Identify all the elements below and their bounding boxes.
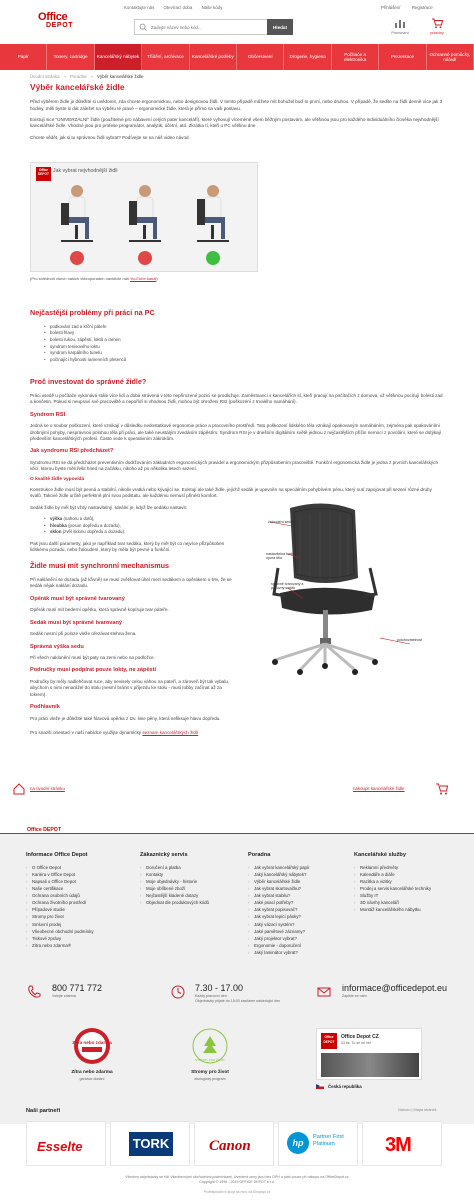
footer-link[interactable]: › Moje oblíbené zboží (140, 885, 244, 892)
footer-link[interactable]: › Výběr kancelářské židle (248, 878, 352, 885)
nav-office-furniture[interactable]: Kancelářský nábytek (95, 44, 142, 70)
nav-toners[interactable]: Tonery, cartridge (47, 44, 94, 70)
footer-link[interactable]: › 3D návrhy kanceláří (354, 899, 464, 906)
chair-label-lumbar: nastavitelná bederní opora těla (266, 552, 299, 561)
nav-paper[interactable]: Papír (0, 44, 47, 70)
person-on-chair-image (183, 181, 243, 251)
footer-link[interactable]: › Kalendáře a diáře (354, 871, 464, 878)
office-chair-diagram (230, 498, 420, 688)
mail-icon (316, 984, 332, 1000)
breadcrumb: Úvodní stránka » Poradna » Výběr kancelářské židle (30, 74, 144, 79)
cart-icon (435, 782, 449, 796)
footer-link[interactable]: › Jak vybrat stabilu? (248, 892, 352, 899)
paragraph: Područky by měly nadlehčovat ruce, aby nevisely celou váhou na pateří, a zároveň být tak vybalu, abychom s nimi nenarážel do stolu (nesmí bránit v příjezdu ke stolu - musí lobby začínat až za lokrem). (30, 678, 230, 697)
footer-link[interactable]: › Ergonomie - doporučení (248, 942, 352, 949)
top-link-hours[interactable]: Otevírací doba (163, 5, 193, 10)
tomorrow-or-free-stamp (72, 1026, 112, 1066)
footer-link[interactable]: › Stromy pro život (26, 913, 130, 920)
footer-link[interactable]: › Všeobecné obchodní podmínky (26, 928, 130, 935)
back-to-home-link[interactable]: na úvodní stránku (30, 786, 65, 791)
contact-phone[interactable]: 800 771 772 Volejte zdarma (26, 982, 102, 999)
footer-link[interactable]: › Jaký laminátor vybrat? (248, 949, 352, 956)
subsection-heading: Jak syndromu RSI předcházet? (30, 448, 114, 455)
search-box (134, 19, 293, 35)
list-item: • podkování zad a krční páteře (44, 324, 444, 331)
section-heading: Židle musí mít synchronní mechanismus (30, 561, 169, 571)
paragraph: Jedná se o soubor poškození, které vznikají v důsledku nedostatkové ergonomie práce a pracovního prostředí. Tato poškození lidského těla vznikají opakovaným namáháním, zejména pak opakováními drobnými pohyby, nesprávnou polohou těla při práci, ale také neustálým zvedáním zápěstím. Syndrom RSI je v dnešním digitálním světě jednou z nejčastějších příčin nemocí z povolání, které se dotýkají především kancelářských profesí. Často vede k operativním zákrokům. (30, 423, 442, 441)
top-link-codes[interactable]: Naše kódy (201, 5, 223, 10)
paragraph: Opěrák musí mít bederní opěrku, která správně kopíruje tvar páteře. (30, 607, 169, 613)
footer-column-info: Informace Office Depot › O Office Depot › Kariéra v Office Depot › Napsali o Office Depot › Naše certifikace › Ochrana osobních údajů › Ochrana životního prostředí › Případové studie › Stromy pro život › Smluvní prodej › Všeobecné obchodní podmínky › Tiskové zprávy › Zítra nebo zdarma® (26, 852, 130, 949)
nav-computers[interactable]: Počítače a elektronika (332, 44, 379, 70)
compare-icon (394, 18, 406, 29)
footer-link[interactable]: › Tiskové zprávy (26, 935, 130, 942)
list-item: • hloubka (posun dopředu a dozadu), (44, 523, 444, 530)
intro-paragraph: Před výběrem židle je důležité si uvědomit, zda chcete ergonomickou, nebo designovou židli. V tomto případě můžete mít bohužel buď to první, nebo druhou. V případě, že sedíte na židli denně více jak 3 hodiny, měli byste si dát záležet na výběru té pravé – ergonomické židle, která je přímo na vaši postavu. (30, 99, 443, 111)
footer-link[interactable]: › Ochrana životního prostředí (26, 899, 130, 906)
paragraph: Sedák židle by měl být vždy nastavitelný. Ideální je, když lze sedáku nastavit: (30, 504, 188, 510)
person-on-chair-image (47, 181, 107, 251)
footer-column-service: Zákaznický servis › Doručení a platba › Kontakty › Moje objednávky - historie › Moje oblíbené zboží › Nejčastější kladené dotazy › Objednat dle produktových kódů (140, 852, 244, 906)
fb-likes: 33 tis. To se mi líbí (341, 1041, 371, 1045)
credit-link[interactable]: Profesionální e-shop na míru od Shopsys.cz (203, 1190, 271, 1194)
chair-list-link[interactable]: seznam kancelářských židlí (142, 729, 199, 735)
cart-button[interactable] (422, 18, 452, 36)
cart-icon (431, 18, 443, 29)
svg-text:STROMY PRO ŽIVOT: STROMY PRO ŽIVOT (195, 1058, 225, 1062)
paragraph: Sedák nesmí při poloze vleže ořezávat stehna žena. (30, 631, 137, 637)
video-player[interactable] (30, 162, 258, 272)
partner-hp-logo[interactable]: hp Partner First Platinum (278, 1121, 358, 1166)
footer-link[interactable]: › Jak vybrat lepící pásky? (248, 913, 352, 920)
footer-link[interactable]: › Prodej a servis kancelářské techniky (354, 885, 464, 892)
trees-for-life-badge[interactable]: STROMY PRO ŽIVOT Stromy pro život ekologický program (180, 1026, 240, 1082)
footer-link[interactable]: › Jak vybrat kancelářský papír (248, 864, 352, 871)
footer-column-advice: Poradna › Jak vybrat kancelářský papír › Jaký kancelářský nábytek? › Výběr kancelářské židle › Jak vybrat skartovačku? › Jak vybrat stabilu? › Jaké psací potřeby? › Jak vybrat popisovač? › Jak vybrat lepící pásky? › Jaký vázací systém? › Jaké pamětové záznamy? › Jaký projektor vybrat? › Ergonomie - doporučení › Jaký laminátor vybrat? (248, 852, 352, 956)
footer-link[interactable]: › Služby IT (354, 892, 464, 899)
list-item: • sklon (zvěl sklonu dopředu a dozadu). (44, 529, 444, 536)
nav-presentation[interactable]: Prezentace (379, 44, 426, 70)
partner-3m-logo[interactable]: 3M (362, 1121, 442, 1166)
section-heading: Proč investovat do správné židle? (30, 377, 147, 387)
footer-link[interactable]: › Jaký vázací systém? (248, 921, 352, 928)
copyright: Všechny objednávky se řídí Všeobecnými obchodními podmínkami. Uvedené ceny jsou bez DPH a platí pouze při nákupu na OfficeDepot.cz Copyright © 1996 - 2019 OFFICE DEPOT s.r.o. (125, 1175, 349, 1185)
footer-link[interactable]: › Jaké psací potřeby? (248, 899, 352, 906)
subsection-heading: Opěrák musí být správně tvarovaný (30, 595, 125, 602)
footer-link[interactable]: › Montáž kancelářského nábytku (354, 906, 464, 913)
svg-text:Zítra nebo zdarma: Zítra nebo zdarma (72, 1040, 112, 1045)
shop-chairs-link[interactable]: nakoupit kancelářské židle (353, 786, 405, 791)
main-nav (0, 44, 474, 70)
nav-archiving[interactable]: Třídění, archivace (142, 44, 189, 70)
subsection-heading: Správná výška sedu (30, 643, 84, 650)
contact-hours: 7.30 - 17.00 Každý pracovní den Objednávky přijaté do 15:00 zasíláme následující den (170, 982, 320, 1003)
correct-indicator (206, 251, 220, 265)
subsection-heading: Područky musí podpírat pouze lokty, ne zápěstí (30, 667, 157, 674)
footer-link[interactable]: › Ochrana osobních údajů (26, 892, 130, 899)
wrong-indicator (70, 251, 84, 265)
problems-list (44, 324, 444, 364)
phone-icon (26, 984, 42, 1000)
subsection-heading: Podhlavník (30, 703, 60, 710)
header (0, 0, 474, 44)
login-link[interactable]: Přihlášení (381, 5, 401, 10)
list-item: • bolesti hlavy (44, 330, 444, 337)
paragraph: Při naklánění se dozadu (až křivně) se musí zvětšovat úhel mezi sedákem a opěrákem o 5%, že se sedák nějak naklání dozadu. (30, 577, 232, 589)
paragraph: Při všech naklonění musí být paty na zemi nebo na podložce. (30, 655, 155, 661)
paragraph: Konstrukce židle musí být pevná a stabilní, nikoliv vratká nebo kývající se. Existují ale také židle, jejichž sedák je upevněn na speciálním pohyblivém pénu, který nutí zapojovat při sezení různé druhy svalů. Takové židle určitě perfektně plní svou podstatu, ale každému nemusí přinést komfort. (30, 486, 432, 499)
office-depot-logo[interactable]: Office DEPOT (38, 11, 74, 29)
footer-link[interactable]: › Reklamní předměty (354, 864, 464, 871)
partner-tork-logo[interactable]: TORK (110, 1121, 190, 1166)
country-select[interactable]: Česká republika (316, 1084, 422, 1094)
top-links (124, 5, 230, 11)
breadcrumb-home[interactable]: Úvodní stránka (30, 74, 60, 79)
fb-cover-image (321, 1053, 419, 1077)
search-icon (139, 23, 148, 32)
closing-paragraph: Pro snazší orientaci v naší nabídce využijte dynamický seznam kancelářských židlí (30, 729, 199, 735)
footer-link[interactable]: › Jak vybrat skartovačku? (248, 885, 352, 892)
subsection-heading: Sedák musí být správně tvarovaný (30, 619, 123, 626)
intro-paragraph: Existují sice "UNIVERZÁLNÍ" židle (použitelné pro nábavení celých pater kanceláří), které vyhovují víceméně všem běžným postavám, ale většinou jsou pro každého individuálního člověka nejvhodnější kancelářské židle. Vhodné jsou pro profese programátor, analytik, účetní, atd. Zkrátka tí, kteří u PC většinu dne (30, 117, 439, 129)
search-button[interactable]: Hledat (267, 19, 293, 35)
clock-icon (170, 984, 186, 1000)
footer-link[interactable]: › Kariéra v Office Depot (26, 871, 130, 878)
person-on-chair-image (115, 181, 175, 251)
footer (0, 834, 474, 1124)
search-input[interactable] (151, 23, 261, 32)
register-link[interactable]: Registrace (411, 5, 433, 10)
list-item: • syndrom tenisového loktu (44, 344, 444, 351)
wrong-indicator (138, 251, 152, 265)
footer-link[interactable]: › Jaký projektor vybrat? (248, 935, 352, 942)
page-title: Výběr kancelářské židle (30, 82, 125, 92)
czech-flag-icon (316, 1084, 324, 1089)
compare-label: Porovnání (391, 31, 409, 35)
subsection-heading: Syndrom RSI (30, 411, 66, 418)
paragraph: Pro práci vleže je důležité také hlavová opěrka z tzv. linie pěny, která nefiksuje hlavu dopředu. (30, 715, 221, 721)
intro-paragraph: Chcete vědět, jak si tu správnou židli vybrat? Podívejte se na náš video návod. (30, 134, 190, 140)
fb-page-name: Office Depot CZ (341, 1034, 379, 1040)
section-heading: Nejčastější problémy při práci na PC (30, 308, 155, 317)
footer-link[interactable]: › Jaké pamětové záznamy? (248, 928, 352, 935)
facebook-widget[interactable] (316, 1028, 422, 1080)
footer-link[interactable]: › Doručení a platba (140, 864, 244, 871)
paragraph: Syndromu RSI se dá předcházet preventivním dodržováním základních ergonomických pravidel a ergonomickým přizpůsobením pracoviště. Funkční ergonomická židle je jedna z prvních kancelářských věcí, kterou byste měli řešit hned na začátku, nikoho až po několika letech sezení. (30, 459, 439, 472)
footer-logo: Office DEPOT (27, 827, 62, 833)
nav-office-supplies[interactable]: Kancelářské potřeby (190, 44, 237, 70)
partners-heading: Naši partneři (26, 1108, 61, 1114)
footer-link[interactable]: › Jak vybrat popisovač? (248, 906, 352, 913)
footer-link[interactable]: › O Office Depot (26, 864, 130, 871)
subsection-heading: O kvalitě židle vypovídá (30, 477, 85, 483)
footer-link[interactable]: › Zítra nebo zdarma® (26, 942, 130, 949)
chair-label-headrest: žaloudení sedáku (268, 520, 297, 524)
list-item: • syndrom karpálního tunelu (44, 350, 444, 357)
list-item: • výška (nahoru a dolů), (44, 516, 444, 523)
tomorrow-or-free-badge[interactable]: Zítra nebo zdarma Zítra nebo zdarma garance dodání (62, 1026, 122, 1082)
account-links (381, 5, 443, 11)
footer-link[interactable]: › Moje objednávky - historie (140, 878, 244, 885)
chair-label-seat: správně tvarovaný a posuvný sedák (271, 582, 304, 591)
footer-column-services: Kancelářské služby › Reklamní předměty › Kalendáře a diáře › Razítka a vizitky › Prodej a servis kancelářské techniky › Služby IT › 3D návrhy kanceláří › Montáž kancelářského nábytku (354, 852, 464, 913)
compare-button[interactable] (385, 18, 415, 36)
youtube-channel-link[interactable]: YouTube kanál (130, 276, 157, 281)
footer-link[interactable]: › Kontakty (140, 871, 244, 878)
footer-link[interactable]: › Smluvní prodej (26, 921, 130, 928)
nav-refreshments[interactable]: Občerstvení (237, 44, 284, 70)
breadcrumb-current: Výběr kancelářské židle (97, 74, 144, 79)
breadcrumb-advice[interactable]: Poradna (69, 74, 87, 79)
footer-nav-links[interactable]: Nahoru | Mapa stránek (398, 1108, 437, 1112)
footer-link[interactable]: › Napsali o Office Depot (26, 878, 130, 885)
footer-link[interactable]: › Naše certifikace (26, 885, 130, 892)
fb-page-logo: Office DEPOT (321, 1033, 337, 1049)
chair-label-tilt: polohovatelnost (397, 638, 423, 642)
list-item: • bolesti rukou, zápěstí, loktů a ramen (44, 337, 444, 344)
cart-label: prázdný (430, 31, 444, 35)
video-channel-logo: Office DEPOT (36, 167, 51, 181)
contact-email[interactable]: informace@officedepot.eu Zapište se nám (316, 982, 447, 999)
footer-link[interactable]: › Objednat dle produktových kódů (140, 899, 244, 906)
footer-link[interactable]: › Jaký kancelářský nábytek? (248, 871, 352, 878)
footer-link[interactable]: › Nejčastější kladené dotazy (140, 892, 244, 899)
paragraph: Práci vsedě u počítače vykonává stále více lidí a doba strávená v této nepřirozené pozici se prodlužuje. Zaměstnanci v kancelářích ití, kteří pracují na počítačích z domova, už většinou pociťují bolesti zad a končetin. Pokud si neupraví své pracoviště a nepořídí si vhodnou židli, mohou být ohroženi RSI (poškození z trvalého namáhání). (30, 393, 443, 405)
video-title: Jak vybrat nejvhodnější židli (53, 168, 118, 174)
nav-hygiene[interactable]: Drogerie, hygiena (284, 44, 331, 70)
top-link-contact[interactable]: Kontaktujte nás (124, 5, 155, 10)
article (30, 82, 444, 146)
list-item: • počínající hybnosti ramenních pletenců (44, 357, 444, 364)
trees-for-life-stamp (190, 1026, 230, 1066)
footer-link[interactable]: › Případové studie (26, 906, 130, 913)
partner-esselte-logo[interactable]: Esselte (26, 1121, 106, 1166)
nav-protective-tools[interactable]: Ochranné pomůcky, nářadí (427, 44, 474, 70)
paragraph: Pak jsou další parametry, jako je například tvar sedáku, který by měl být co nejvíce přizpůsoben lidskému pozadu, nebo žaloudení, který by měla být pevné a funkční. (30, 540, 225, 553)
partner-canon-logo[interactable]: Canon (194, 1121, 274, 1166)
video-caption: (Pro shlédnutí všech našich videoporaden navštivte náš YouTube kanál) (30, 276, 158, 281)
home-icon (12, 782, 26, 796)
footer-link[interactable]: › Razítka a vizitky (354, 878, 464, 885)
